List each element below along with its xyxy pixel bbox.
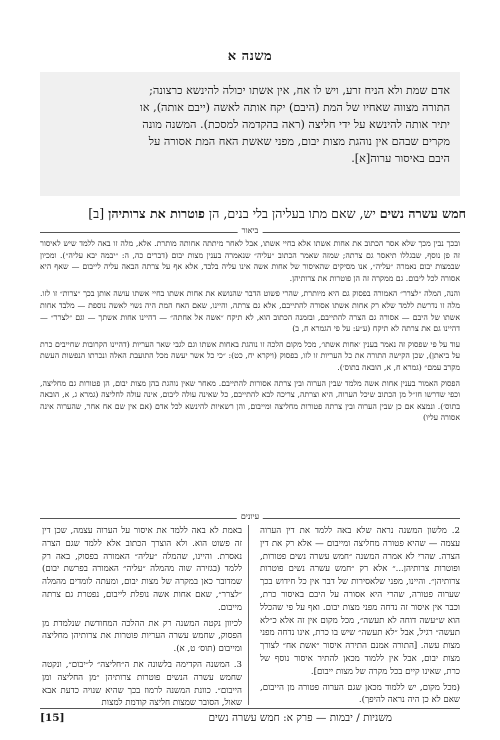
headline-bold-start: חמש עשרה נשים (379, 206, 466, 221)
mishnah-line: התורה מצווה שאחיו של המת (היבם) יקח אותה לאשה (ייבם אותה), או (140, 101, 450, 114)
biur-paragraph: ובכך נבין מכך שלא אסר הכתוב את אחות אשתו אלא בחיי אשתו, אבל לאחר מיתתה אחותה מותרת. אלא, מלה זו באה ללמד שיש לאיסור זה פן נוסף, שבגללו תיאסר גם צרתה; שמזה שאמר הכתוב ״עליה״ שנאמרה בענין מצות יבום (דברים כה, ה: ״יבמה יבא עליה״). ומכיון שבמצות יבום נאמרה ״עליה״, אנו מסיקים שהאיסור של אחות אשה אינו עליה בלבד, אלא אף על צרתה הבאה עליה לייבום — שאף היא אסורה לכל ליבום. גם ממקרה זה הן פוטרות את צרותיהן. (40, 239, 460, 283)
headline-bold-end: פוטרות את צרותיהן (108, 206, 205, 221)
mishnah-title: משנה א (227, 49, 273, 64)
mishnah-line: יתיר אותה להינשא על ידי חליצה (ראה בהקדמה למסכת). המשנה מונה (142, 118, 450, 131)
page-number: [15] (40, 712, 65, 724)
iyunim-paragraph: באמת לא באה ללמד את איסור על הערוה עצמה, שכן דין זה פשוט הוא. ולא הוצרך הכתוב אלא ללמד שגם הצרה נאסרת. והיינו, שהמלה ״עליה״ האמורה בפסוק, באה רק ללמד (בגזירה שוה מהמלה ״עליה״ האמורה בפרשת יבום) שמדובר כאן במקרה של מצות יבום, ומעתה לומדים מהמלה ״לצרר״, שאם אחות אשה נופלת לייבום, נפטרת גם צרתה מייבום. (42, 526, 242, 613)
iyunim-paragraph: 3. המשנה הקדימה בלשונה את ה״חליצה״ ל״יבום״, ונקטה שחמש עשרה הנשים פוטרות צרותיהן ״מן החליצה ומן הייבום״. כוונת המשנה לרמוז בכך שהיא שנויה כדעת אבא שאול, הסובר שמצות חליצה קודמת למצות (42, 659, 242, 709)
mishnah-line: אדם שמת ולא הניח זרע, ויש לו אח, אין אשתו יכולה להינשא כרצונה; (149, 84, 450, 97)
mishnah-text (50, 82, 450, 167)
column-divider (248, 525, 249, 705)
mishnah-line: מקרים שבהם אין נוהגת מצות יבום, מפני שאשת האח המת אסורה על (148, 135, 450, 148)
iyunim-right-column (260, 525, 460, 710)
page-footer (40, 712, 460, 728)
biur-paragraph: הפסוק האמור בענין אחות אשה מלמד שבין הערוה ובין צרתה אסורות להתייבם. מאחר שאין נוהגת בהן מצות יבום, הן פטורות גם מחליצה, וכפי שדרשו חז״ל מן הכתוב שיכל הערוה, היא וצרתה, צריכה לבא להתייבם, כל שאינה עולה ליבום, אינה עולה לחליצה (גמרא ג, א, הובאה בתוס׳). ונמצא אם כן שבין הערוה ובין צרתה פטורות מחליצה ומייבום, והן רשאיות להינשא לכל אדם (אם אין שם אח אחר, שהערוה אינה אסורה עליו) (40, 378, 460, 423)
biur-commentary (40, 238, 460, 428)
mishnah-headline (38, 205, 466, 223)
iyunim-paragraph: 2. מלשון המשנה נראה שלא באה ללמד את דין הערוה עצמה — שהיא פטורה מחליצה ומייבום — אלא רק את דין הצרה. שהרי לא אמרה המשנה ״חמש עשרה נשים פטורות, ופוטרות צרותיהן...״ אלא רק ״חמש עשרה נשים פוטרות צרותיהן״. והיינו, מפני שלאסירות של דבר אין כל חידוש בכך שערוה פטורה, שהרי היא אסורה על היבם באיסור כרת, וכבר אין איסור זה נדחה מפני מצות יבום. ואף על פי שהכלל הוא ש״עשה דוחה לא תעשה״, מכל מקום אין זה אלא כ״לא תעשה״ רגיל, אבל ״לא תעשה״ שיש בו כרת, אינו נדחה מפני מצות עשה. [התורה אמנם התירה איסור ״אשת אח״ לצורך מצות יבום, אבל אין ללמוד מכאן להתיר איסור נוסף של כרת, שאינו קיים בכל מקרה של מצות ייבום]. (260, 526, 460, 677)
iyunim-paragraph: (מכל מקום, יש ללמוד מכאן שגם הערוה פטורה מן הייבום, שאם לא כן היה נראה להיפך). (260, 682, 460, 706)
note-reference: [א]. (351, 152, 371, 165)
biur-label: ביאור (238, 226, 263, 235)
mishnah-line-end: היבם באיסור ערוה (370, 152, 450, 165)
biur-paragraph: והנה, המלה ״לצרר״ האמורה בפסוק גם היא מיותרת, שהרי פשוט הדבר שהנושא את אחות אשתו בחיי אשתו עושה אותן בכך ״צרות״ זו לזו. מלה זו נדרשת ללמד שלא רק אחות אשתו אסורה להתייבם, אלא גם צרתה, והיינו, שאם האח המת היה נשוי לאשה נוספת — מלבד אחות אשתו של היבם — אסורה גם הצרה להתייבם, ובזמנה הכתוב הוא, לא תיקח ״אשה אל אחתה״ — דהיינו אחות אשתך — וגם ״לצרר״ — דהיינו גם את צרתה לא תיקח (ע״ע: על פי הגמרא ח, ב) (40, 289, 460, 334)
headline-number: [ב] (88, 206, 105, 221)
footer-rule (40, 708, 460, 709)
headline-text: יש, שאם מתו בעליהן בלי בנים, הן (204, 206, 380, 221)
biur-paragraph: עוד על פי שפסוק זה נאמר בענין ׳אחות אשתו׳, מכל מקום הלכה זו נוהגת באחות אשתו וגם לגבי שאר העריות (דהיינו הקרובות שחייבים כרת על ביאתן), שכן הקישה התורה את כל העריות זו לזו, בפסוק (ויקרא יח, כט): ״כי כל אשר יעשה מכל התועבת האלה ונכרתו הנפשות העשת מקרב עמם״ (גמרא ח, א, הובאה בתוס׳). (40, 339, 460, 372)
iyunim-label: עיונים (237, 512, 263, 521)
mishnah-line (50, 150, 450, 167)
iyunim-paragraph: לכיוון נקטה המשנה רק את ההלכה המחודשת שנלמדת מן הפסוק, שחמש עשרה העריות פוטרות את צרותיהן מחליצה ומייבום (תוס׳ ט, א). (42, 618, 242, 655)
iyunim-left-column (42, 525, 242, 713)
running-title: משניות / יבמות — פרק א: חמש עשרה נשים (208, 712, 392, 724)
